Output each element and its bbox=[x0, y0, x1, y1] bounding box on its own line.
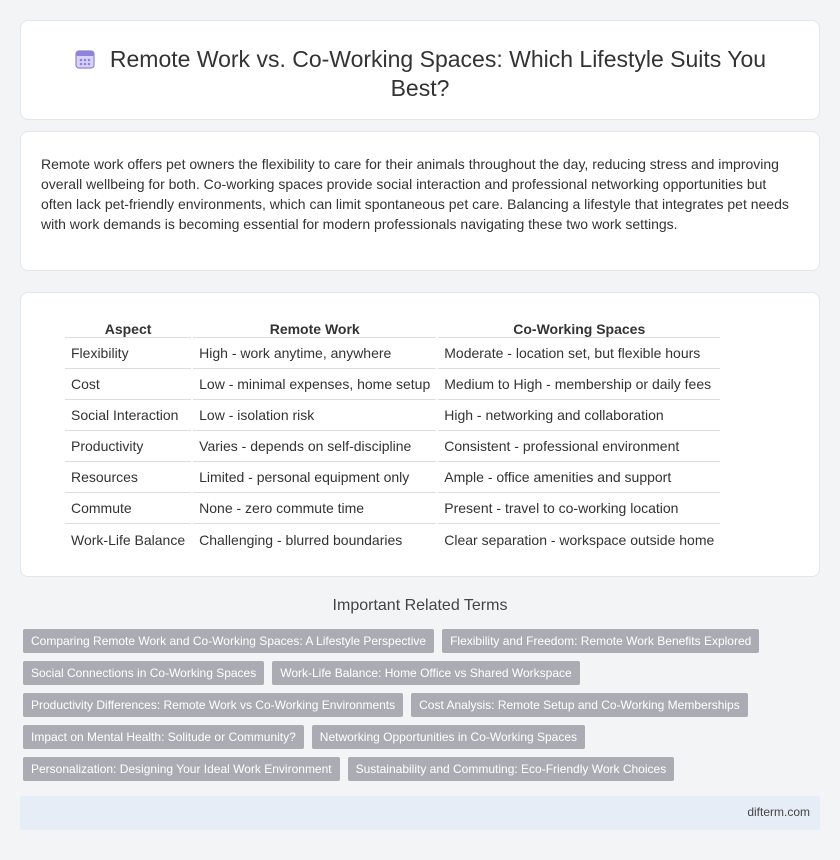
header-coworking: Co-Working Spaces bbox=[438, 316, 720, 338]
related-term-tag[interactable]: Social Connections in Co-Working Spaces bbox=[23, 661, 264, 685]
related-term-tag[interactable]: Flexibility and Freedom: Remote Work Benefits Explored bbox=[442, 629, 759, 653]
cell-remote: Limited - personal equipment only bbox=[193, 462, 436, 493]
page-title bbox=[61, 45, 779, 103]
cell-coworking: Consistent - professional environment bbox=[438, 431, 720, 462]
footer-site-link[interactable]: difterm.com bbox=[747, 805, 810, 819]
footer bbox=[20, 796, 820, 830]
cell-aspect: Cost bbox=[65, 369, 191, 400]
related-terms-title: Important Related Terms bbox=[332, 597, 508, 614]
page-title-text: Remote Work vs. Co-Working Spaces: Which Lifestyle Suits You Best? bbox=[109, 46, 767, 101]
cell-aspect: Productivity bbox=[65, 431, 191, 462]
related-terms-list bbox=[23, 629, 803, 781]
table-row bbox=[65, 462, 720, 493]
related-term-tag[interactable]: Work-Life Balance: Home Office vs Shared Workspace bbox=[272, 661, 579, 685]
table-row bbox=[65, 493, 720, 524]
cell-coworking: Moderate - location set, but flexible hours bbox=[438, 338, 720, 369]
cell-remote: Low - minimal expenses, home setup bbox=[193, 369, 436, 400]
header-aspect: Aspect bbox=[65, 316, 191, 338]
cell-coworking: Clear separation - workspace outside home bbox=[444, 531, 715, 548]
table-row bbox=[65, 338, 720, 369]
table-row bbox=[65, 431, 720, 462]
table-row bbox=[65, 524, 720, 555]
cell-aspect: Resources bbox=[65, 462, 191, 493]
header-card bbox=[20, 20, 820, 120]
related-term-tag[interactable]: Comparing Remote Work and Co-Working Spaces: A Lifestyle Perspective bbox=[23, 629, 434, 653]
table-header-row bbox=[65, 316, 720, 338]
table-row bbox=[65, 400, 720, 431]
comparison-card bbox=[20, 292, 820, 577]
cell-aspect: Commute bbox=[65, 493, 191, 524]
calendar-icon bbox=[74, 48, 96, 70]
cell-coworking: Medium to High - membership or daily fees bbox=[438, 369, 720, 400]
cell-coworking: Ample - office amenities and support bbox=[438, 462, 720, 493]
cell-aspect: Flexibility bbox=[65, 338, 191, 369]
cell-coworking: High - networking and collaboration bbox=[438, 400, 720, 431]
intro-paragraph: Remote work offers pet owners the flexibility to care for their animals throughout the day, reducing stress and improving overall wellbeing for both. Co-working spaces provide social interaction and professional networking opportunities but often lack pet-friendly environments, which can limit spontaneous pet care. Balancing a lifestyle that integrates pet needs with work demands is becoming essential for modern professionals navigating these two work settings. bbox=[41, 156, 789, 232]
cell-coworking: Present - travel to co-working location bbox=[438, 493, 720, 524]
cell-remote: None - zero commute time bbox=[193, 493, 436, 524]
comparison-table bbox=[63, 316, 722, 555]
title-wrap bbox=[61, 45, 779, 103]
cell-remote: High - work anytime, anywhere bbox=[193, 338, 436, 369]
table-row bbox=[65, 369, 720, 400]
header-remote-work: Remote Work bbox=[193, 316, 436, 338]
related-term-tag[interactable]: Sustainability and Commuting: Eco-Friendly Work Choices bbox=[348, 757, 675, 781]
cell-aspect: Social Interaction bbox=[65, 400, 191, 431]
intro-card bbox=[20, 131, 820, 271]
related-term-tag[interactable]: Networking Opportunities in Co-Working Spaces bbox=[312, 725, 585, 749]
related-term-tag[interactable]: Cost Analysis: Remote Setup and Co-Working Memberships bbox=[411, 693, 748, 717]
cell-remote: Varies - depends on self-discipline bbox=[193, 431, 436, 462]
cell-remote: Low - isolation risk bbox=[193, 400, 436, 431]
cell-aspect: Work-Life Balance bbox=[71, 531, 186, 548]
related-term-tag[interactable]: Personalization: Designing Your Ideal Work Environment bbox=[23, 757, 340, 781]
related-term-tag[interactable]: Productivity Differences: Remote Work vs Co-Working Environments bbox=[23, 693, 403, 717]
cell-remote: Challenging - blurred boundaries bbox=[199, 531, 403, 548]
related-term-tag[interactable]: Impact on Mental Health: Solitude or Community? bbox=[23, 725, 304, 749]
